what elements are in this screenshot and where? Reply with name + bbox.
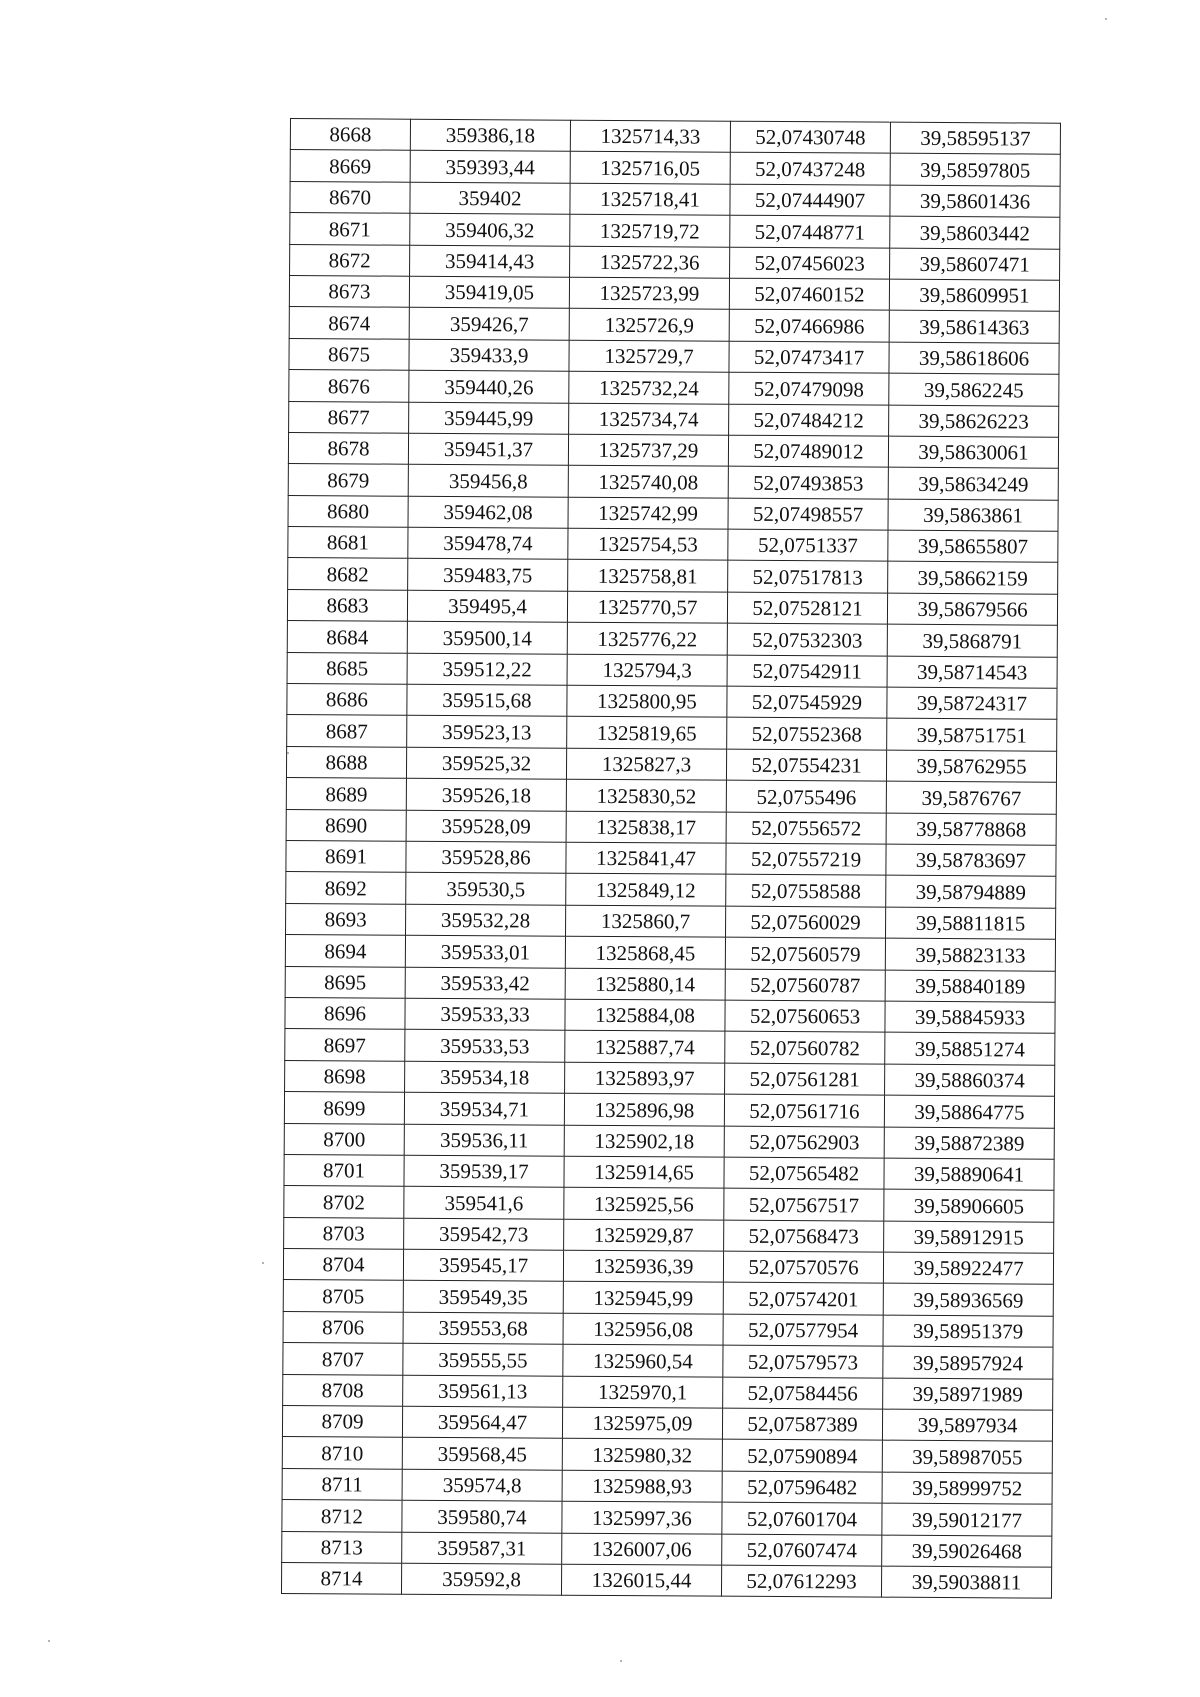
longitude-cell: 39,5897934 bbox=[882, 1409, 1052, 1441]
point-number-cell: 8676 bbox=[289, 370, 409, 402]
point-number-cell: 8680 bbox=[288, 495, 408, 527]
y-coordinate-cell: 1325960,54 bbox=[563, 1344, 723, 1376]
longitude-cell: 39,58724317 bbox=[887, 687, 1057, 719]
x-coordinate-cell: 359456,8 bbox=[408, 465, 568, 497]
y-coordinate-cell: 1325740,08 bbox=[568, 466, 728, 498]
point-number-cell: 8689 bbox=[286, 778, 406, 810]
x-coordinate-cell: 359561,13 bbox=[403, 1375, 563, 1407]
x-coordinate-cell: 359592,8 bbox=[401, 1563, 561, 1595]
table-row bbox=[285, 966, 1055, 1002]
y-coordinate-cell: 1325776,22 bbox=[567, 622, 727, 654]
longitude-cell: 39,58864775 bbox=[884, 1095, 1054, 1127]
longitude-cell: 39,58662159 bbox=[888, 562, 1058, 594]
x-coordinate-cell: 359500,14 bbox=[407, 621, 567, 653]
table-row bbox=[290, 244, 1060, 280]
y-coordinate-cell: 1325723,99 bbox=[569, 277, 729, 309]
latitude-cell: 52,07484212 bbox=[729, 404, 889, 436]
longitude-cell: 39,5862245 bbox=[889, 373, 1059, 405]
y-coordinate-cell: 1325896,98 bbox=[564, 1093, 724, 1125]
table-row bbox=[288, 432, 1058, 468]
table-row bbox=[283, 1374, 1053, 1410]
table-row bbox=[287, 715, 1057, 751]
x-coordinate-cell: 359525,32 bbox=[406, 747, 566, 779]
table-row bbox=[284, 1217, 1054, 1253]
y-coordinate-cell: 1325849,12 bbox=[566, 874, 726, 906]
x-coordinate-cell: 359414,43 bbox=[410, 245, 570, 277]
y-coordinate-cell: 1325732,24 bbox=[569, 371, 729, 403]
longitude-cell: 39,58609951 bbox=[889, 279, 1059, 311]
point-number-cell: 8681 bbox=[288, 527, 408, 559]
y-coordinate-cell: 1325902,18 bbox=[564, 1125, 724, 1157]
table-row bbox=[285, 997, 1055, 1033]
latitude-cell: 52,07437248 bbox=[730, 153, 890, 185]
y-coordinate-cell: 1325830,52 bbox=[566, 779, 726, 811]
point-number-cell: 8696 bbox=[285, 997, 405, 1029]
table-row bbox=[282, 1531, 1052, 1567]
point-number-cell: 8703 bbox=[284, 1217, 404, 1249]
latitude-cell: 52,07493853 bbox=[728, 466, 888, 498]
point-number-cell: 8693 bbox=[286, 903, 406, 935]
table-row bbox=[283, 1249, 1053, 1285]
longitude-cell: 39,58845933 bbox=[885, 1001, 1055, 1033]
point-number-cell: 8678 bbox=[288, 432, 408, 464]
point-number-cell: 8673 bbox=[289, 275, 409, 307]
table-row bbox=[288, 527, 1058, 563]
table-row bbox=[285, 1029, 1055, 1065]
latitude-cell: 52,07607474 bbox=[722, 1534, 882, 1566]
point-number-cell: 8701 bbox=[284, 1154, 404, 1186]
y-coordinate-cell: 1325936,39 bbox=[563, 1250, 723, 1282]
latitude-cell: 52,07560029 bbox=[726, 906, 886, 938]
latitude-cell: 52,07579573 bbox=[723, 1345, 883, 1377]
scan-speck bbox=[620, 1660, 622, 1662]
point-number-cell: 8675 bbox=[289, 338, 409, 370]
x-coordinate-cell: 359580,74 bbox=[402, 1500, 562, 1532]
table-row bbox=[287, 589, 1057, 625]
latitude-cell: 52,07444907 bbox=[730, 184, 890, 216]
x-coordinate-cell: 359533,01 bbox=[405, 935, 565, 967]
x-coordinate-cell: 359549,35 bbox=[403, 1281, 563, 1313]
latitude-cell: 52,07517813 bbox=[728, 561, 888, 593]
latitude-cell: 52,07560653 bbox=[725, 1000, 885, 1032]
x-coordinate-cell: 359445,99 bbox=[409, 402, 569, 434]
latitude-cell: 52,07528121 bbox=[727, 592, 887, 624]
point-number-cell: 8684 bbox=[287, 621, 407, 653]
x-coordinate-cell: 359530,5 bbox=[406, 873, 566, 905]
longitude-cell: 39,5868791 bbox=[887, 624, 1057, 656]
x-coordinate-cell: 359539,17 bbox=[404, 1155, 564, 1187]
longitude-cell: 39,58957924 bbox=[883, 1346, 1053, 1378]
point-number-cell: 8705 bbox=[283, 1280, 403, 1312]
latitude-cell: 52,07532303 bbox=[727, 623, 887, 655]
longitude-cell: 39,58614363 bbox=[889, 311, 1059, 343]
longitude-cell: 39,58951379 bbox=[883, 1315, 1053, 1347]
y-coordinate-cell: 1325737,29 bbox=[568, 434, 728, 466]
y-coordinate-cell: 1325758,81 bbox=[568, 560, 728, 592]
point-number-cell: 8713 bbox=[282, 1531, 402, 1563]
longitude-cell: 39,58714543 bbox=[887, 656, 1057, 688]
longitude-cell: 39,58778868 bbox=[886, 813, 1056, 845]
x-coordinate-cell: 359402 bbox=[410, 182, 570, 214]
x-coordinate-cell: 359515,68 bbox=[407, 684, 567, 716]
longitude-cell: 39,58655807 bbox=[888, 530, 1058, 562]
y-coordinate-cell: 1325997,36 bbox=[562, 1501, 722, 1533]
y-coordinate-cell: 1325800,95 bbox=[567, 685, 727, 717]
point-number-cell: 8683 bbox=[287, 589, 407, 621]
table-row bbox=[286, 746, 1056, 782]
y-coordinate-cell: 1325945,99 bbox=[563, 1282, 723, 1314]
latitude-cell: 52,07596482 bbox=[722, 1471, 882, 1503]
longitude-cell: 39,58906605 bbox=[884, 1189, 1054, 1221]
x-coordinate-cell: 359532,28 bbox=[406, 904, 566, 936]
x-coordinate-cell: 359386,18 bbox=[410, 119, 570, 151]
latitude-cell: 52,07568473 bbox=[724, 1220, 884, 1252]
y-coordinate-cell: 1325827,3 bbox=[566, 748, 726, 780]
longitude-cell: 39,58634249 bbox=[888, 467, 1058, 499]
y-coordinate-cell: 1325970,1 bbox=[563, 1376, 723, 1408]
point-number-cell: 8711 bbox=[282, 1468, 402, 1500]
table-row bbox=[284, 1092, 1054, 1128]
point-number-cell: 8677 bbox=[289, 401, 409, 433]
latitude-cell: 52,07587389 bbox=[722, 1408, 882, 1440]
longitude-cell: 39,58912915 bbox=[884, 1221, 1054, 1253]
longitude-cell: 39,58626223 bbox=[889, 405, 1059, 437]
longitude-cell: 39,58890641 bbox=[884, 1158, 1054, 1190]
point-number-cell: 8695 bbox=[285, 966, 405, 998]
latitude-cell: 52,07570576 bbox=[723, 1251, 883, 1283]
point-number-cell: 8668 bbox=[290, 119, 410, 151]
y-coordinate-cell: 1325819,65 bbox=[567, 717, 727, 749]
y-coordinate-cell: 1325956,08 bbox=[563, 1313, 723, 1345]
x-coordinate-cell: 359451,37 bbox=[408, 433, 568, 465]
table-row bbox=[288, 495, 1058, 531]
latitude-cell: 52,07601704 bbox=[722, 1502, 882, 1534]
x-coordinate-cell: 359574,8 bbox=[402, 1469, 562, 1501]
longitude-cell: 39,58971989 bbox=[883, 1378, 1053, 1410]
x-coordinate-cell: 359564,47 bbox=[402, 1406, 562, 1438]
latitude-cell: 52,0751337 bbox=[728, 529, 888, 561]
scan-speck bbox=[262, 1262, 264, 1264]
latitude-cell: 52,07460152 bbox=[729, 278, 889, 310]
point-number-cell: 8691 bbox=[286, 840, 406, 872]
point-number-cell: 8669 bbox=[290, 150, 410, 182]
y-coordinate-cell: 1325726,9 bbox=[569, 309, 729, 341]
point-number-cell: 8709 bbox=[282, 1405, 402, 1437]
y-coordinate-cell: 1325841,47 bbox=[566, 842, 726, 874]
latitude-cell: 52,0755496 bbox=[726, 780, 886, 812]
longitude-cell: 39,58823133 bbox=[885, 938, 1055, 970]
point-number-cell: 8670 bbox=[290, 181, 410, 213]
x-coordinate-cell: 359555,55 bbox=[403, 1343, 563, 1375]
longitude-cell: 39,58618606 bbox=[889, 342, 1059, 374]
longitude-cell: 39,58811815 bbox=[886, 907, 1056, 939]
point-number-cell: 8706 bbox=[283, 1311, 403, 1343]
latitude-cell: 52,07577954 bbox=[723, 1314, 883, 1346]
point-number-cell: 8679 bbox=[288, 464, 408, 496]
point-number-cell: 8688 bbox=[286, 746, 406, 778]
latitude-cell: 52,07448771 bbox=[730, 215, 890, 247]
table-row bbox=[281, 1562, 1051, 1598]
table-row bbox=[285, 1060, 1055, 1096]
table-row bbox=[284, 1154, 1054, 1190]
x-coordinate-cell: 359512,22 bbox=[407, 653, 567, 685]
y-coordinate-cell: 1325980,32 bbox=[562, 1439, 722, 1471]
x-coordinate-cell: 359523,13 bbox=[407, 716, 567, 748]
latitude-cell: 52,07489012 bbox=[728, 435, 888, 467]
latitude-cell: 52,07473417 bbox=[729, 341, 889, 373]
latitude-cell: 52,07574201 bbox=[723, 1283, 883, 1315]
y-coordinate-cell: 1325794,3 bbox=[567, 654, 727, 686]
latitude-cell: 52,07456023 bbox=[730, 247, 890, 279]
x-coordinate-cell: 359406,32 bbox=[410, 213, 570, 245]
table-row bbox=[287, 621, 1057, 657]
x-coordinate-cell: 359542,73 bbox=[404, 1218, 564, 1250]
point-number-cell: 8708 bbox=[283, 1374, 403, 1406]
point-number-cell: 8697 bbox=[285, 1029, 405, 1061]
point-number-cell: 8700 bbox=[284, 1123, 404, 1155]
table-row bbox=[287, 684, 1057, 720]
y-coordinate-cell: 1325722,36 bbox=[570, 246, 730, 278]
table-row bbox=[286, 872, 1056, 908]
x-coordinate-cell: 359419,05 bbox=[409, 276, 569, 308]
latitude-cell: 52,07561716 bbox=[724, 1094, 884, 1126]
longitude-cell: 39,58783697 bbox=[886, 844, 1056, 876]
x-coordinate-cell: 359534,18 bbox=[405, 1061, 565, 1093]
longitude-cell: 39,58872389 bbox=[884, 1127, 1054, 1159]
x-coordinate-cell: 359528,86 bbox=[406, 841, 566, 873]
point-number-cell: 8687 bbox=[287, 715, 407, 747]
y-coordinate-cell: 1325884,08 bbox=[565, 999, 725, 1031]
x-coordinate-cell: 359536,11 bbox=[404, 1124, 564, 1156]
latitude-cell: 52,07567517 bbox=[724, 1188, 884, 1220]
longitude-cell: 39,58860374 bbox=[885, 1064, 1055, 1096]
latitude-cell: 52,07498557 bbox=[728, 498, 888, 530]
longitude-cell: 39,58607471 bbox=[890, 248, 1060, 280]
longitude-cell: 39,58999752 bbox=[882, 1472, 1052, 1504]
x-coordinate-cell: 359534,71 bbox=[404, 1092, 564, 1124]
table-row bbox=[286, 903, 1056, 939]
point-number-cell: 8674 bbox=[289, 307, 409, 339]
latitude-cell: 52,07430748 bbox=[730, 121, 890, 153]
longitude-cell: 39,58851274 bbox=[885, 1032, 1055, 1064]
longitude-cell: 39,5863861 bbox=[888, 499, 1058, 531]
y-coordinate-cell: 1325734,74 bbox=[569, 403, 729, 435]
table-row bbox=[284, 1123, 1054, 1159]
longitude-cell: 39,58630061 bbox=[888, 436, 1058, 468]
table-row bbox=[282, 1500, 1052, 1536]
latitude-cell: 52,07560782 bbox=[725, 1032, 885, 1064]
table-row bbox=[288, 464, 1058, 500]
y-coordinate-cell: 1325988,93 bbox=[562, 1470, 722, 1502]
point-number-cell: 8682 bbox=[288, 558, 408, 590]
point-number-cell: 8698 bbox=[285, 1060, 405, 1092]
y-coordinate-cell: 1325914,65 bbox=[564, 1156, 724, 1188]
table-row bbox=[289, 370, 1059, 406]
table-row bbox=[283, 1343, 1053, 1379]
point-number-cell: 8712 bbox=[282, 1500, 402, 1532]
point-number-cell: 8699 bbox=[284, 1092, 404, 1124]
y-coordinate-cell: 1325929,87 bbox=[564, 1219, 724, 1251]
x-coordinate-cell: 359393,44 bbox=[410, 151, 570, 183]
table-row bbox=[290, 150, 1060, 186]
latitude-cell: 52,07560787 bbox=[725, 969, 885, 1001]
x-coordinate-cell: 359533,33 bbox=[405, 998, 565, 1030]
longitude-cell: 39,59038811 bbox=[881, 1566, 1051, 1598]
x-coordinate-cell: 359553,68 bbox=[403, 1312, 563, 1344]
y-coordinate-cell: 1325718,41 bbox=[570, 183, 730, 215]
longitude-cell: 39,58794889 bbox=[886, 876, 1056, 908]
table-row bbox=[282, 1437, 1052, 1473]
point-number-cell: 8686 bbox=[287, 684, 407, 716]
y-coordinate-cell: 1325716,05 bbox=[570, 152, 730, 184]
x-coordinate-cell: 359533,42 bbox=[405, 967, 565, 999]
x-coordinate-cell: 359462,08 bbox=[408, 496, 568, 528]
y-coordinate-cell: 1325925,56 bbox=[564, 1187, 724, 1219]
scan-speck bbox=[48, 1640, 50, 1642]
point-number-cell: 8692 bbox=[286, 872, 406, 904]
x-coordinate-cell: 359483,75 bbox=[408, 559, 568, 591]
latitude-cell: 52,07554231 bbox=[726, 749, 886, 781]
table-row bbox=[283, 1280, 1053, 1316]
x-coordinate-cell: 359533,53 bbox=[405, 1030, 565, 1062]
point-number-cell: 8714 bbox=[281, 1562, 401, 1594]
longitude-cell: 39,58987055 bbox=[882, 1441, 1052, 1473]
x-coordinate-cell: 359433,9 bbox=[409, 339, 569, 371]
y-coordinate-cell: 1325860,7 bbox=[566, 905, 726, 937]
y-coordinate-cell: 1325893,97 bbox=[565, 1062, 725, 1094]
table-row bbox=[290, 181, 1060, 217]
latitude-cell: 52,07590894 bbox=[722, 1440, 882, 1472]
x-coordinate-cell: 359426,7 bbox=[409, 308, 569, 340]
latitude-cell: 52,07466986 bbox=[729, 310, 889, 342]
table-row bbox=[289, 338, 1059, 374]
table-row bbox=[289, 307, 1059, 343]
point-number-cell: 8671 bbox=[290, 213, 410, 245]
point-number-cell: 8690 bbox=[286, 809, 406, 841]
coordinates-table-body bbox=[281, 119, 1060, 1599]
point-number-cell: 8672 bbox=[290, 244, 410, 276]
table-row bbox=[288, 558, 1058, 594]
latitude-cell: 52,07557219 bbox=[726, 843, 886, 875]
latitude-cell: 52,07479098 bbox=[729, 372, 889, 404]
point-number-cell: 8710 bbox=[282, 1437, 402, 1469]
scan-speck bbox=[287, 752, 289, 754]
latitude-cell: 52,07584456 bbox=[723, 1377, 883, 1409]
coordinates-table bbox=[281, 118, 1061, 1599]
longitude-cell: 39,5876767 bbox=[886, 781, 1056, 813]
table-row bbox=[286, 778, 1056, 814]
table-row bbox=[290, 119, 1060, 155]
point-number-cell: 8707 bbox=[283, 1343, 403, 1375]
table-row bbox=[290, 213, 1060, 249]
x-coordinate-cell: 359541,6 bbox=[404, 1186, 564, 1218]
y-coordinate-cell: 1325719,72 bbox=[570, 214, 730, 246]
longitude-cell: 39,58762955 bbox=[886, 750, 1056, 782]
x-coordinate-cell: 359528,09 bbox=[406, 810, 566, 842]
latitude-cell: 52,07561281 bbox=[725, 1063, 885, 1095]
y-coordinate-cell: 1325729,7 bbox=[569, 340, 729, 372]
scan-speck bbox=[1105, 18, 1107, 20]
longitude-cell: 39,58601436 bbox=[890, 185, 1060, 217]
table-row bbox=[284, 1186, 1054, 1222]
latitude-cell: 52,07556572 bbox=[726, 812, 886, 844]
longitude-cell: 39,58751751 bbox=[887, 719, 1057, 751]
longitude-cell: 39,58936569 bbox=[883, 1284, 1053, 1316]
point-number-cell: 8704 bbox=[283, 1249, 403, 1281]
y-coordinate-cell: 1325887,74 bbox=[565, 1031, 725, 1063]
y-coordinate-cell: 1325880,14 bbox=[565, 968, 725, 1000]
longitude-cell: 39,58840189 bbox=[885, 970, 1055, 1002]
y-coordinate-cell: 1325838,17 bbox=[566, 811, 726, 843]
table-row bbox=[282, 1468, 1052, 1504]
point-number-cell: 8702 bbox=[284, 1186, 404, 1218]
longitude-cell: 39,58679566 bbox=[887, 593, 1057, 625]
y-coordinate-cell: 1325868,45 bbox=[565, 936, 725, 968]
latitude-cell: 52,07565482 bbox=[724, 1157, 884, 1189]
table-row bbox=[286, 809, 1056, 845]
x-coordinate-cell: 359587,31 bbox=[402, 1532, 562, 1564]
y-coordinate-cell: 1326015,44 bbox=[561, 1564, 721, 1596]
longitude-cell: 39,58603442 bbox=[890, 216, 1060, 248]
x-coordinate-cell: 359478,74 bbox=[408, 527, 568, 559]
x-coordinate-cell: 359568,45 bbox=[402, 1438, 562, 1470]
latitude-cell: 52,07542911 bbox=[727, 655, 887, 687]
table-row bbox=[283, 1311, 1053, 1347]
x-coordinate-cell: 359526,18 bbox=[406, 778, 566, 810]
latitude-cell: 52,07545929 bbox=[727, 686, 887, 718]
latitude-cell: 52,07558588 bbox=[726, 875, 886, 907]
table-row bbox=[289, 401, 1059, 437]
point-number-cell: 8694 bbox=[285, 935, 405, 967]
latitude-cell: 52,07560579 bbox=[725, 937, 885, 969]
x-coordinate-cell: 359440,26 bbox=[409, 370, 569, 402]
longitude-cell: 39,58595137 bbox=[890, 122, 1060, 154]
longitude-cell: 39,58922477 bbox=[883, 1252, 1053, 1284]
latitude-cell: 52,07612293 bbox=[721, 1565, 881, 1597]
y-coordinate-cell: 1325742,99 bbox=[568, 497, 728, 529]
y-coordinate-cell: 1325714,33 bbox=[570, 120, 730, 152]
y-coordinate-cell: 1325770,57 bbox=[567, 591, 727, 623]
point-number-cell: 8685 bbox=[287, 652, 407, 684]
x-coordinate-cell: 359495,4 bbox=[407, 590, 567, 622]
table-row bbox=[287, 652, 1057, 688]
y-coordinate-cell: 1325754,53 bbox=[568, 528, 728, 560]
latitude-cell: 52,07552368 bbox=[727, 718, 887, 750]
latitude-cell: 52,07562903 bbox=[724, 1126, 884, 1158]
y-coordinate-cell: 1325975,09 bbox=[562, 1407, 722, 1439]
y-coordinate-cell: 1326007,06 bbox=[562, 1533, 722, 1565]
longitude-cell: 39,59012177 bbox=[882, 1503, 1052, 1535]
table-row bbox=[285, 935, 1055, 971]
longitude-cell: 39,59026468 bbox=[882, 1535, 1052, 1567]
table-row bbox=[286, 840, 1056, 876]
table-row bbox=[282, 1405, 1052, 1441]
x-coordinate-cell: 359545,17 bbox=[403, 1249, 563, 1281]
table-row bbox=[289, 275, 1059, 311]
longitude-cell: 39,58597805 bbox=[890, 154, 1060, 186]
